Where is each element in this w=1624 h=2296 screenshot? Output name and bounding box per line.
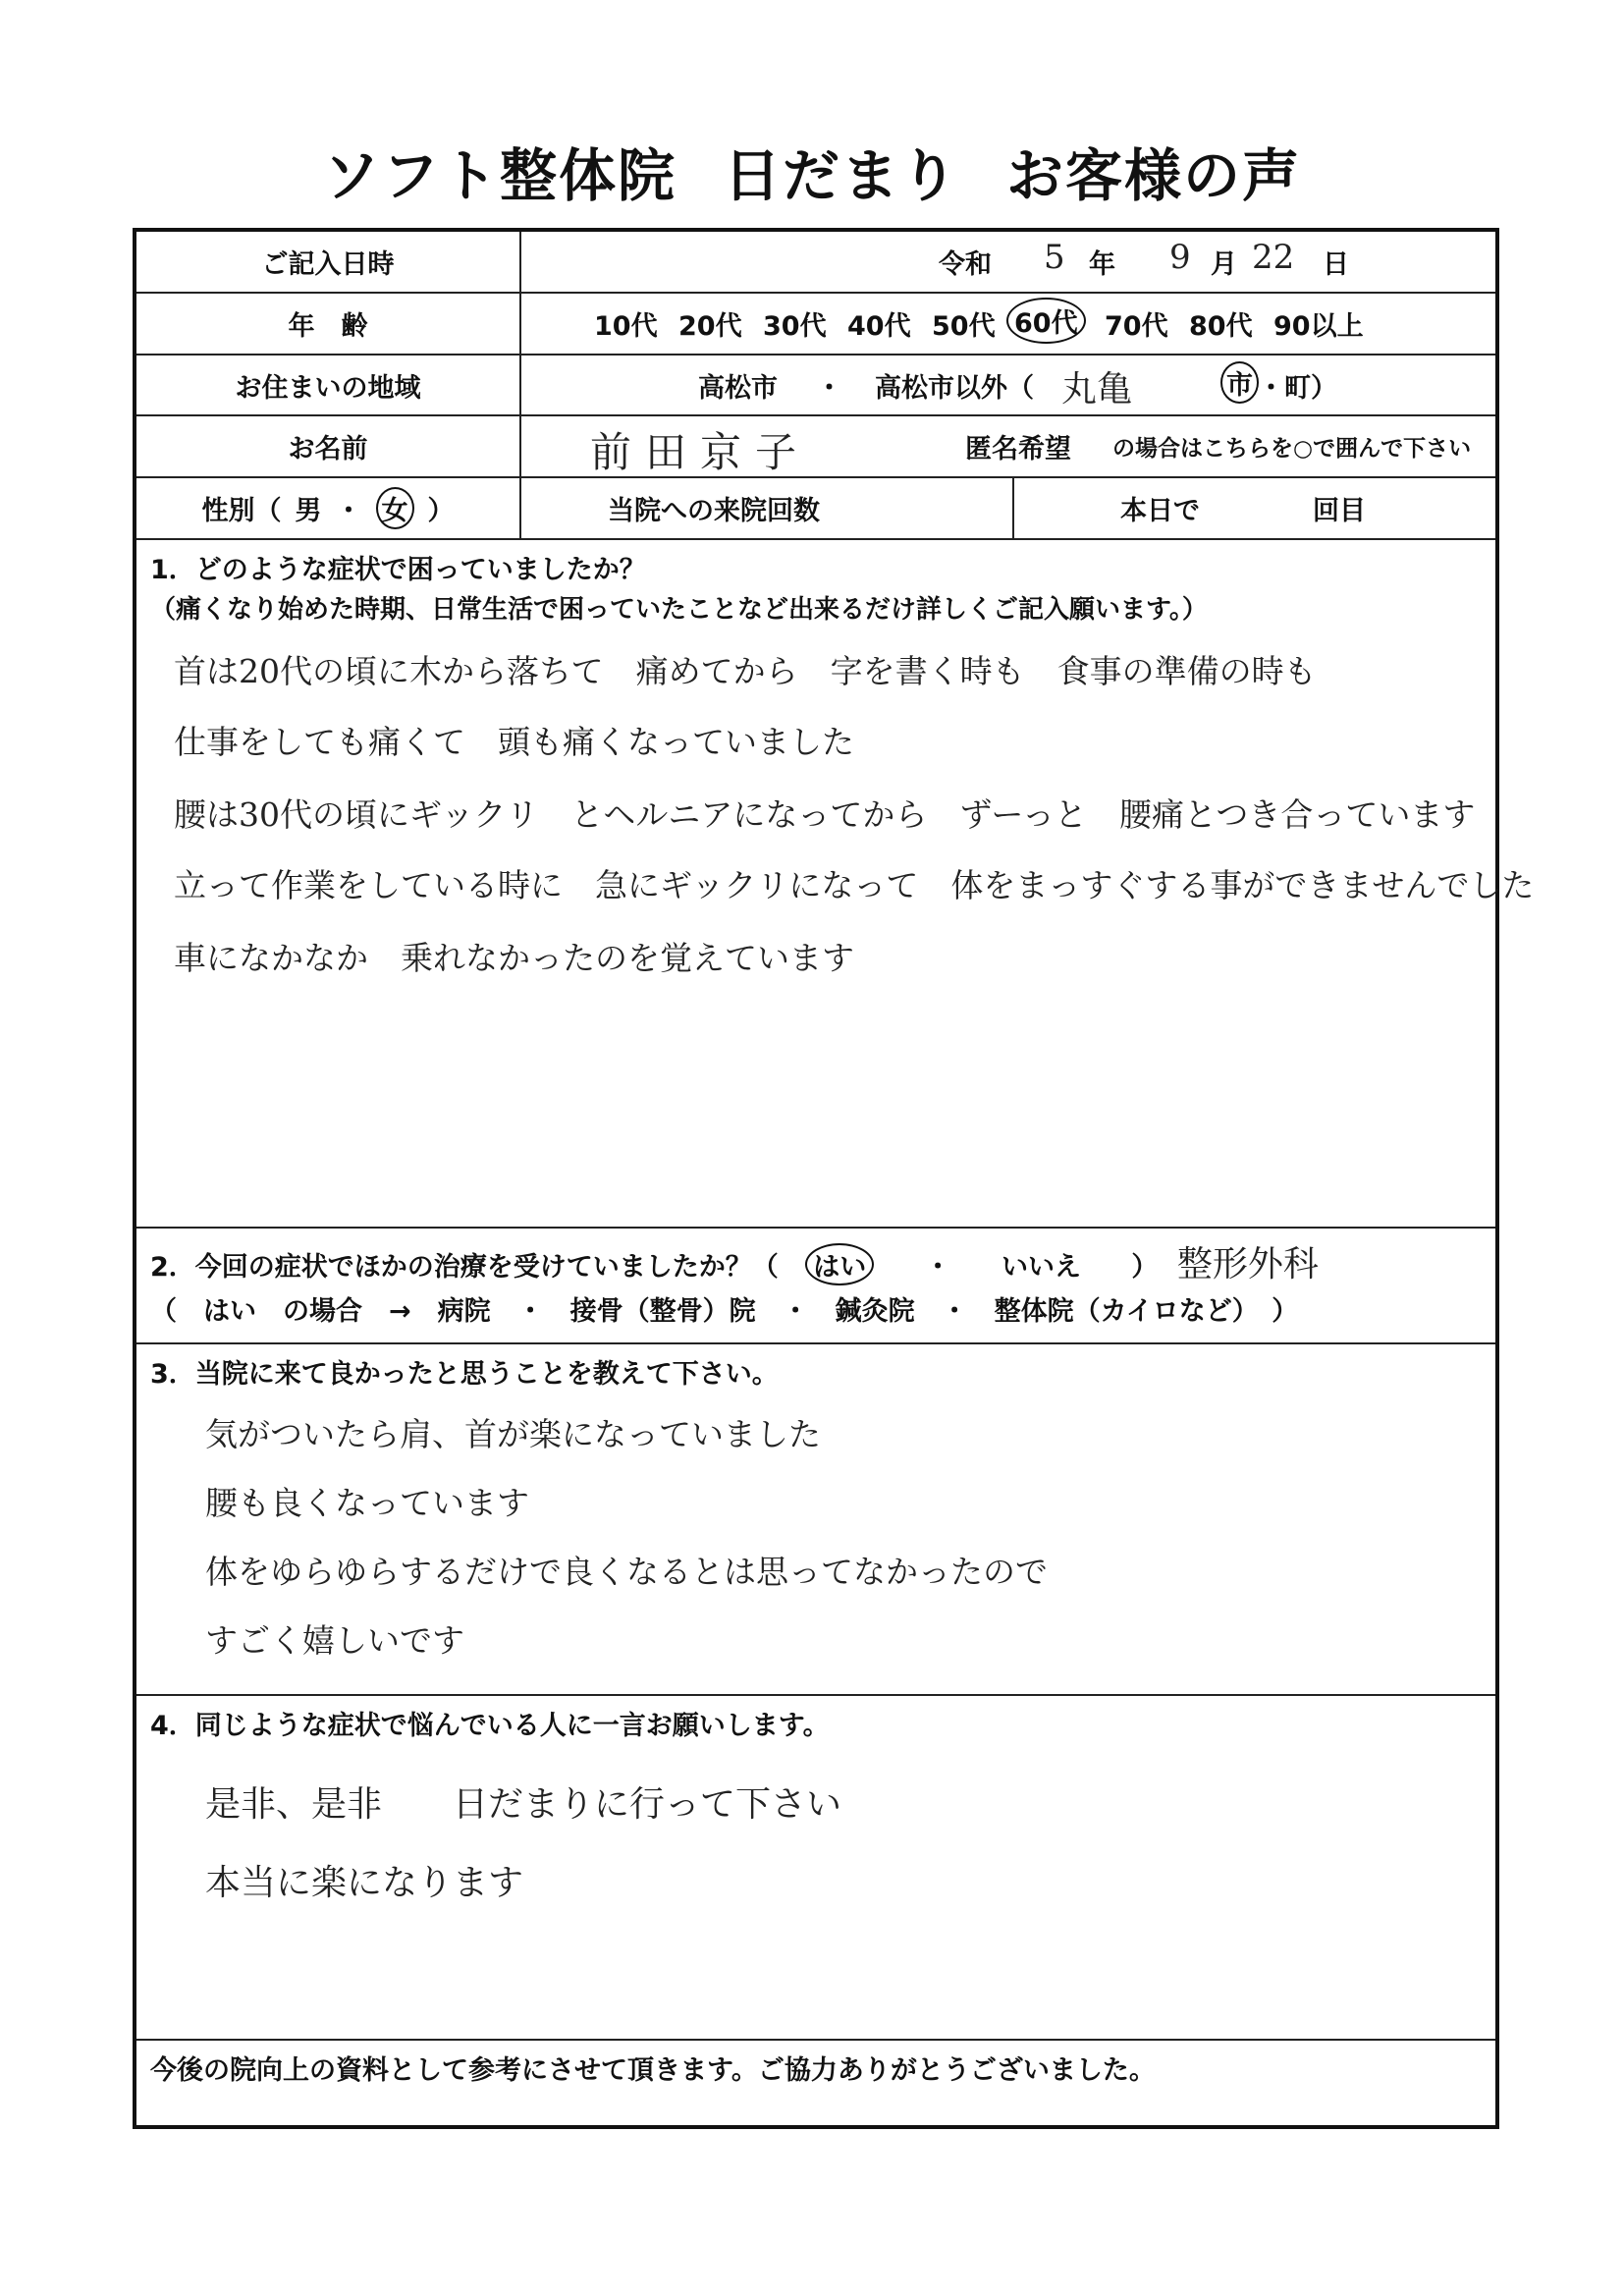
age-option-70: 70代	[1105, 311, 1168, 342]
age-options	[521, 294, 1495, 354]
title-voice: お客様の声	[1006, 142, 1302, 209]
footer-section	[136, 2041, 1495, 2125]
date-row	[136, 232, 1495, 294]
answer-line: 腰は30代の頃にギックリ とヘルニアになってから ずーっと 腰痛とつき合っています	[174, 795, 1476, 834]
question-2-text: 2．今回の症状でほかの治療を受けていましたか？（	[150, 1252, 779, 1283]
area-option-outside: 高松市以外（	[875, 372, 1034, 404]
area-label: お住まいの地域	[136, 355, 521, 414]
question-2-yes-circled: はい	[805, 1243, 874, 1285]
area-separator: ・	[816, 372, 842, 404]
question-3-heading: 3．当院に来て良かったと思うことを教えて下さい。	[150, 1359, 779, 1390]
question-4-section	[136, 1696, 1495, 2041]
title-clinic: ソフト整体院	[322, 142, 677, 209]
age-option-60-selected: 60代	[1006, 298, 1086, 344]
question-4-heading: 4．同じような症状で悩んでいる人に一言お願いします。	[150, 1711, 830, 1741]
area-city-written: 丸亀	[1061, 369, 1133, 410]
answer-line: 車になかなか 乗れなかったのを覚えています	[174, 939, 854, 977]
date-label: ご記入日時	[136, 232, 521, 292]
answer-line: 是非、是非 日だまりに行って下さい	[205, 1784, 842, 1825]
answer-line: 立って作業をしている時に 急にギックリになって 体をまっすぐする事ができませんでした	[174, 866, 1535, 904]
age-option-30: 30代	[763, 311, 827, 342]
visits-label: 当院への来院回数	[608, 496, 820, 526]
question-2-written-answer: 整形外科	[1176, 1244, 1319, 1285]
age-row	[136, 294, 1495, 355]
question-2-no: いいえ	[1001, 1252, 1082, 1283]
question-2-heading	[150, 1236, 1319, 1286]
gender-row	[136, 478, 1495, 540]
footer-message: 今後の院向上の資料として参考にさせて頂きます。ご協力ありがとうございました。	[150, 2055, 1156, 2086]
date-year-unit: 年	[1089, 249, 1115, 280]
date-year: 5	[1044, 238, 1065, 277]
question-2-separator: ・	[924, 1252, 951, 1283]
answer-line: すごく嬉しいです	[205, 1621, 464, 1660]
question-1-heading: 1．どのような症状で困っていましたか？	[150, 555, 646, 585]
gender-prefix: 性別（	[201, 496, 282, 526]
title-clinic-name: 日だまり	[723, 142, 959, 209]
question-2-section	[136, 1229, 1495, 1344]
age-label: 年 齢	[136, 294, 521, 354]
question-1-section	[136, 540, 1535, 1229]
age-option-90: 90以上	[1273, 311, 1364, 342]
anonymous-note: の場合はこちらを○で囲んで下さい	[1112, 436, 1472, 462]
age-option-50: 50代	[932, 311, 996, 342]
date-month: 9	[1169, 238, 1191, 277]
gender-female-circled: 女	[376, 487, 414, 529]
gender-male: 男	[295, 496, 322, 526]
answer-line: 腰も良くなっています	[205, 1484, 529, 1522]
gender-label	[136, 478, 521, 538]
page-title	[0, 130, 1624, 212]
date-value	[521, 232, 1495, 292]
area-value	[521, 355, 1495, 414]
anonymous-label: 匿名希望	[965, 434, 1071, 465]
name-label: お名前	[136, 416, 521, 476]
answer-line: 気がついたら肩、首が楽になっていました	[205, 1415, 821, 1453]
age-option-20: 20代	[678, 311, 742, 342]
visits-count-unit: 回目	[1313, 496, 1366, 526]
visits-value	[521, 478, 1495, 538]
date-day: 22	[1252, 238, 1295, 277]
date-era: 令和	[939, 249, 992, 280]
survey-form	[133, 228, 1535, 2129]
visits-today-label: 本日で	[1120, 496, 1200, 526]
customer-name: 前田京子	[590, 428, 811, 476]
area-row	[136, 355, 1495, 416]
age-option-80: 80代	[1189, 311, 1253, 342]
question-2-subheading: （ はい の場合 → 病院 ・ 接骨（整骨）院 ・ 鍼灸院 ・ 整体院（カイロなど） ）	[150, 1296, 1299, 1327]
gender-separator: ・	[335, 496, 362, 526]
age-option-10: 10代	[594, 311, 658, 342]
answer-line: 本当に楽になります	[205, 1863, 524, 1903]
question-3-section	[136, 1344, 1495, 1696]
date-day-unit: 日	[1323, 249, 1349, 280]
answer-line: 仕事をしても痛くて 頭も痛くなっていました	[174, 723, 854, 761]
gender-suffix: ）	[427, 496, 455, 526]
date-month-unit: 月	[1211, 249, 1237, 280]
question-2-close: ）	[1131, 1252, 1159, 1283]
area-option-takamatsu: 高松市	[698, 372, 778, 404]
area-city-suffix-circled: 市	[1220, 361, 1259, 404]
answer-line: 体をゆらゆらするだけで良くなるとは思ってなかったので	[205, 1553, 1048, 1591]
answer-line: 首は20代の頃に木から落ちて 痛めてから 字を書く時も 食事の準備の時も	[174, 652, 1317, 690]
area-town-suffix: ・町）	[1258, 372, 1337, 404]
name-value	[521, 416, 1495, 476]
age-option-40: 40代	[847, 311, 911, 342]
question-1-subheading: （痛くなり始めた時期、日常生活で困っていたことなど出来るだけ詳しくご記入願います。）	[150, 595, 1208, 625]
visits-divider	[1012, 478, 1014, 538]
name-row	[136, 416, 1495, 478]
